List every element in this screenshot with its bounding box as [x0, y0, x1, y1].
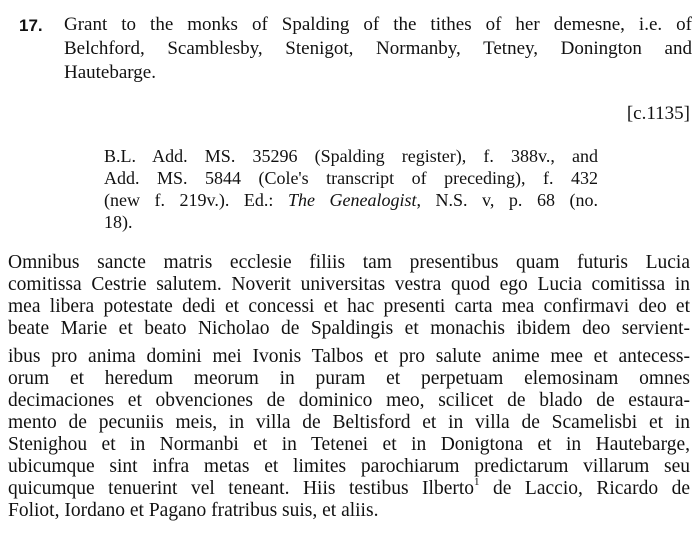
- reference-line-3: [104, 189, 598, 212]
- charter-line-12: Foliot, Iordano et Pagano fratribus suis, et aliis.: [8, 500, 379, 521]
- charter-line-1: Omnibus sancte matris ecclesie filiis tam presentibus quam futuris Lucia: [8, 252, 690, 273]
- entry-title-line-2: Belchford, Scamblesby, Stenigot, Normanby, Tetney, Donington and: [64, 38, 692, 59]
- reference-line-3-post: , N.S. v, p. 68 (no.: [416, 190, 598, 210]
- entry-title-line-3: Hautebarge.: [64, 62, 156, 83]
- charter-line-6: orum et heredum meorum in puram et perpetuam elemosinam omnes: [8, 368, 690, 389]
- entry-number: 17.: [19, 16, 43, 35]
- reference-journal-title: The Genealogist: [287, 190, 417, 210]
- entry-title-line-1: Grant to the monks of Spalding of the tithes of her demesne, i.e. of: [64, 14, 692, 35]
- charter-line-11: [8, 477, 690, 500]
- charter-line-9: Stenighou et in Normanbi et in Tetenei et in Donigtona et in Hautebarge,: [8, 434, 690, 455]
- footnote-marker: 1: [474, 475, 480, 488]
- charter-line-5: ibus pro anima domini mei Ivonis Talbos et pro salute anime mee et antecess-: [8, 346, 690, 367]
- charter-line-3: mea libera potestate dedi et concessi et hac presenti carta mea confirmavi deo et: [8, 296, 690, 317]
- charter-line-10: ubicumque sint infra metas et limites parochiarum predictarum villarum seu: [8, 456, 690, 477]
- charter-line-2: comitissa Cestrie salutem. Noverit universitas vestra quod ego Lucia comitissa in: [8, 274, 690, 295]
- charter-line-4: beate Marie et beato Nicholao de Spaldingis et monachis ibidem deo servient-: [8, 318, 690, 339]
- entry-date: [c.1135]: [626, 103, 690, 124]
- reference-line-2: Add. MS. 5844 (Cole's transcript of preceding), f. 432: [104, 168, 598, 188]
- charter-line-8: mento de pecuniis meis, in villa de Beltisford et in villa de Scamelisbi et in: [8, 412, 690, 433]
- reference-line-3-pre: (new f. 219v.). Ed.:: [104, 190, 288, 210]
- charter-line-7: decimaciones et obvenciones de dominico meo, scilicet de blado de estaura-: [8, 390, 690, 411]
- reference-line-1: B.L. Add. MS. 35296 (Spalding register), f. 388v., and: [104, 146, 598, 166]
- charter-line-11-cont: de Laccio, Ricardo de: [479, 478, 690, 499]
- reference-line-4: 18).: [104, 212, 133, 232]
- charter-line-11-text: quicumque tenuerint vel teneant. Hiis testibus Ilberto: [8, 478, 475, 499]
